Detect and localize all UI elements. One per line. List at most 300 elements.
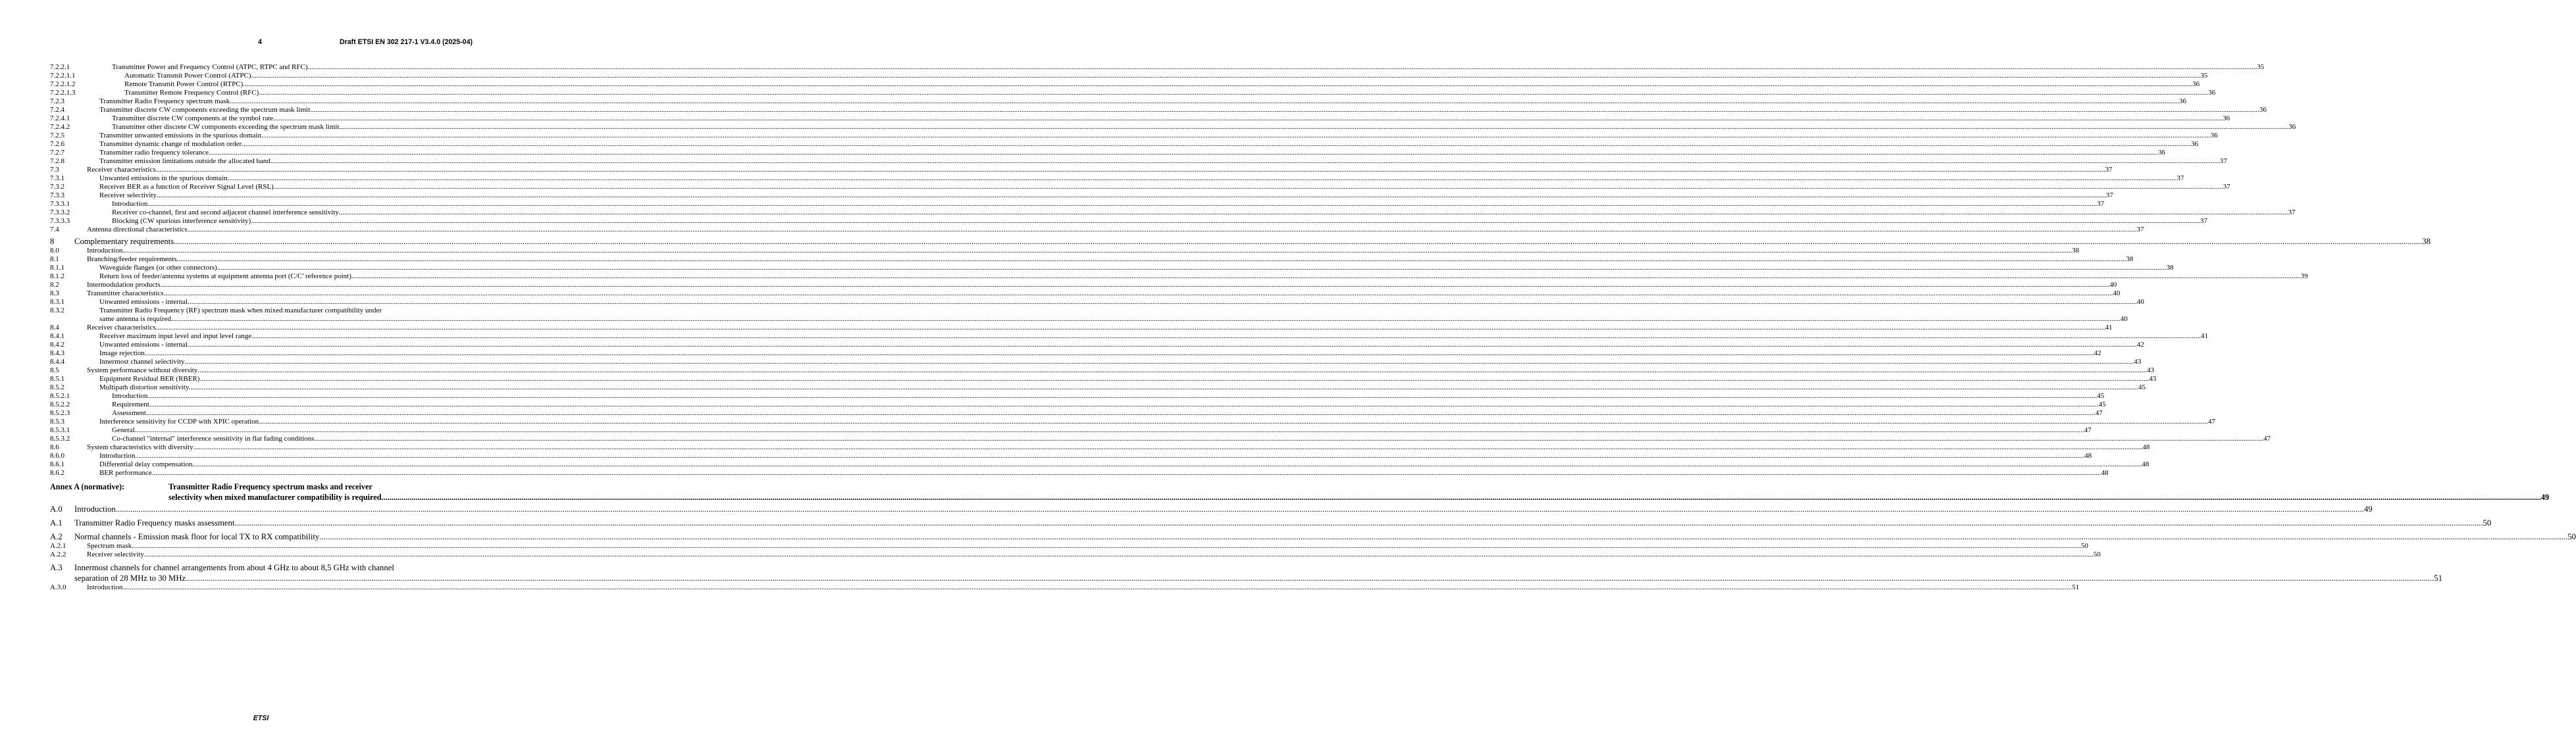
toc-entry-line [87, 289, 2121, 298]
toc-leader-dots [171, 315, 2121, 324]
toc-entry[interactable] [50, 298, 2144, 307]
toc-leader-dots [193, 460, 2142, 469]
toc-entry-number: 8.3.1 [50, 298, 64, 306]
toc-entry-title: Innermost channels for channel arrangements from about 4 GHz to about 8,5 GHz with channel [74, 563, 394, 572]
toc-entry-number: 8.3 [50, 289, 59, 297]
toc-entry-number: 8 [50, 237, 55, 246]
toc-entry-page: 51 [2434, 574, 2442, 583]
toc-entry-number: 8.4.3 [50, 349, 64, 357]
toc-entry-number: 8.4.1 [50, 332, 64, 340]
toc-entry[interactable] [50, 349, 2101, 358]
toc-entry-line [112, 426, 2092, 435]
toc-entry-number: 8.6.1 [50, 460, 64, 468]
toc-entry-title-continued: selectivity when mixed manufacturer compatibility is required [168, 493, 382, 502]
toc-entry[interactable] [50, 97, 2186, 106]
toc-entry[interactable] [50, 358, 2142, 366]
toc-entry-number: 8.4.4 [50, 358, 64, 366]
toc-entry-page: 50 [2093, 551, 2101, 558]
toc-entry-line [99, 341, 2144, 349]
toc-entry-title: Equipment Residual BER (RBER) [99, 375, 200, 383]
toc-leader-dots [270, 157, 2220, 166]
toc-entry-number: 8.0 [50, 247, 59, 255]
toc-entry-line [99, 315, 2128, 324]
toc-entry[interactable] [50, 217, 2207, 226]
toc-entry[interactable] [50, 255, 2134, 264]
toc-entry[interactable] [50, 114, 2230, 123]
toc-entry-title: Return loss of feeder/antenna systems at equipment antenna port (C/C' reference point) [99, 272, 351, 280]
toc-entry-line [74, 504, 2373, 514]
toc-entry-title-continued: separation of 28 MHz to 30 MHz [74, 574, 186, 583]
toc-entry-title: Introduction [87, 247, 123, 255]
toc-entry-line [99, 149, 2165, 157]
toc-entry-title: Transmitter other discrete CW components exceeding the spectrum mask limit [112, 123, 340, 131]
toc-entry-number: 8.5.2.2 [50, 401, 70, 408]
toc-leader-dots [228, 174, 2177, 183]
toc-entry-number: 8.5.3 [50, 418, 64, 426]
toc-entry[interactable] [50, 72, 2208, 80]
toc-entry-line [112, 114, 2230, 123]
toc-entry-line [99, 140, 2198, 149]
toc-entry[interactable] [50, 583, 2080, 592]
toc-entry[interactable] [50, 469, 2109, 478]
toc-entry[interactable] [50, 200, 2105, 209]
toc-entry-title: Transmitter Remote Frequency Control (RFC) [124, 89, 259, 97]
toc-entry-page: 48 [2142, 443, 2150, 451]
toc-entry-line [99, 157, 2227, 166]
toc-entry-page: 37 [2223, 183, 2230, 191]
toc-entry-number: 8.5.3.2 [50, 435, 70, 443]
toc-leader-dots [234, 518, 2483, 528]
toc-entry-title: Innermost channel selectivity [99, 358, 185, 366]
toc-entry-page: 50 [2080, 542, 2088, 550]
toc-leader-dots [251, 217, 2200, 226]
toc-entry-title: Transmitter Radio Frequency (RF) spectrum mask when mixed manufacturer compatibility under [99, 307, 382, 314]
toc-entry-line [99, 418, 2215, 426]
toc-entry-number: 8.3.2 [50, 307, 64, 314]
toc-leader-dots [259, 89, 2208, 97]
toc-entry-title: Receiver selectivity [87, 551, 145, 558]
toc-entry-title: Transmitter discrete CW components at the symbol rate [112, 114, 274, 122]
toc-entry-title: Transmitter Power and Frequency Control (ATPC, RTPC and RFC) [112, 63, 308, 71]
toc-entry[interactable] [50, 80, 2200, 89]
toc-entry[interactable] [50, 418, 2215, 426]
toc-entry-number: 8.2 [50, 281, 59, 289]
document-title: Draft ETSI EN 302 217-1 V3.4.0 (2025-04) [340, 38, 473, 46]
toc-entry[interactable] [50, 237, 2431, 247]
toc-entry-line [99, 349, 2101, 358]
toc-entry-title: Waveguide flanges (or other connectors) [99, 264, 217, 272]
toc-entry-title: System characteristics with diversity [87, 443, 193, 451]
toc-entry[interactable] [50, 332, 2208, 341]
toc-entry[interactable] [50, 401, 2106, 409]
toc-entry-page: 36 [2223, 114, 2230, 122]
toc-entry-line [112, 435, 2271, 443]
toc-entry-page: 49 [2363, 504, 2373, 514]
toc-entry-line [112, 217, 2207, 226]
toc-entry-number: 7.4 [50, 226, 59, 234]
toc-entry-page: 45 [2138, 383, 2146, 391]
toc-leader-dots [261, 132, 2211, 140]
toc-leader-dots [340, 123, 2289, 132]
toc-entry-title: Introduction [74, 504, 116, 514]
toc-entry-number: 7.3 [50, 166, 59, 174]
toc-entry-page: 37 [2105, 191, 2113, 199]
toc-leader-dots [188, 226, 2137, 234]
toc-entry-number: 8.6 [50, 443, 59, 451]
toc-entry[interactable] [50, 106, 2267, 114]
toc-entry-line [74, 562, 473, 573]
toc-entry-line [74, 573, 2442, 583]
toc-entry-page: 37 [2097, 200, 2105, 208]
toc-entry-title: Receiver co-channel, first and second adjacent channel interference sensitivity [112, 209, 339, 216]
toc-entry-line [87, 443, 2150, 452]
toc-entry-line [99, 132, 2218, 140]
toc-entry-number: A.0 [50, 504, 63, 514]
toc-entry-title: Transmitter Radio Frequency spectrum mask [99, 97, 230, 105]
toc-entry-line [124, 72, 2208, 80]
toc-entry-page: 36 [2178, 97, 2186, 105]
toc-leader-dots [189, 383, 2138, 392]
toc-entry-title: Introduction [112, 392, 148, 400]
toc-entry[interactable] [50, 89, 2216, 97]
toc-entry-line [99, 272, 2308, 281]
toc-entry[interactable] [50, 149, 2165, 157]
toc-entry-page: 36 [2288, 123, 2296, 131]
toc-entry-line [112, 63, 2265, 72]
toc-entry[interactable] [50, 324, 2113, 332]
toc-entry-number: 7.2.2.1 [50, 63, 70, 71]
toc-entry-title: Automatic Transmit Power Control (ATPC) [124, 72, 251, 80]
toc-entry-page: 40 [2120, 315, 2128, 323]
toc-entry-page: 37 [2219, 157, 2227, 165]
toc-entry[interactable] [50, 183, 2230, 191]
toc-leader-dots [188, 341, 2137, 349]
toc-entry-line [99, 383, 2146, 392]
toc-leader-dots [156, 324, 2105, 332]
toc-entry-number: Annex A (normative): [50, 482, 125, 491]
toc-leader-dots [161, 281, 2110, 289]
toc-entry-line [99, 460, 2150, 469]
toc-entry-line [87, 324, 2113, 332]
page-number: 4 [258, 38, 262, 46]
toc-entry[interactable] [50, 264, 2174, 272]
toc-entry-page: 38 [2126, 255, 2134, 263]
toc-entry-page: 35 [2257, 63, 2265, 71]
toc-entry-page: 48 [2084, 452, 2092, 460]
toc-entry[interactable] [50, 272, 2308, 281]
toc-entry-title: Unwanted emissions - internal [99, 298, 188, 306]
toc-leader-dots [156, 166, 2105, 174]
toc-entry[interactable] [50, 140, 2198, 149]
toc-entry-title: Transmitter Radio Frequency spectrum masks and receiver [168, 482, 373, 491]
toc-leader-dots [164, 289, 2113, 298]
toc-entry[interactable] [50, 375, 2157, 383]
toc-entry-title: BER performance [99, 469, 152, 477]
toc-leader-dots [209, 149, 2158, 157]
toc-entry[interactable] [50, 341, 2144, 349]
toc-entry-title: Requirement [112, 401, 149, 408]
toc-entry-title: Transmitter characteristics [87, 289, 164, 297]
toc-entry-number: 8.5.1 [50, 375, 64, 383]
toc-entry[interactable] [50, 307, 473, 315]
toc-entry-title: Intermodulation products [87, 281, 161, 289]
footer-etsi: ETSI [253, 714, 269, 722]
toc-entry-continuation[interactable] [50, 492, 2550, 502]
toc-entry-page: 40 [2113, 289, 2121, 297]
toc-leader-dots [122, 583, 2072, 592]
toc-entry-line [99, 452, 2092, 460]
toc-entry-number: 8.6.2 [50, 469, 64, 477]
toc-entry[interactable] [50, 209, 2296, 217]
toc-entry[interactable] [50, 443, 2150, 452]
toc-entry-number: A.3 [50, 563, 63, 572]
toc-leader-dots [149, 401, 2099, 409]
toc-entry-page: 35 [2200, 72, 2208, 80]
toc-entry-line [112, 392, 2105, 401]
toc-entry-number: 7.2.7 [50, 149, 64, 157]
toc-entry-number: 7.3.3.3 [50, 217, 70, 225]
toc-entry-line [168, 492, 2550, 503]
toc-leader-dots [152, 469, 2101, 478]
toc-entry[interactable] [50, 460, 2150, 469]
toc-leader-dots [157, 191, 2106, 200]
toc-entry-title: Remote Transmit Power Control (RTPC) [124, 80, 244, 88]
toc-entry-page: 40 [2136, 298, 2144, 306]
toc-leader-dots [197, 366, 2147, 375]
toc-entry[interactable] [50, 166, 2113, 174]
toc-entry-line [87, 583, 2080, 592]
toc-entry-number: 7.2.5 [50, 132, 64, 139]
toc-entry-line [87, 255, 2134, 264]
toc-leader-dots [132, 542, 2081, 551]
toc-entry-number: 7.3.3 [50, 191, 64, 199]
toc-entry-page: 49 [2540, 493, 2550, 502]
toc-entry-line [99, 264, 2174, 272]
toc-entry-page: 37 [2105, 166, 2113, 174]
toc-entry-line [99, 307, 473, 315]
toc-leader-dots [259, 418, 2208, 426]
toc-entry-number: 7.2.2.1.3 [50, 89, 76, 97]
toc-entry-line [74, 531, 2576, 542]
toc-entry-continuation[interactable] [50, 573, 2442, 583]
toc-entry-line [99, 298, 2144, 307]
toc-leader-dots [188, 298, 2137, 307]
toc-entry-line [124, 80, 2200, 89]
toc-entry[interactable] [50, 281, 2117, 289]
toc-entry-line [99, 191, 2113, 200]
toc-entry-page: 45 [2098, 401, 2106, 408]
toc-entry-line [112, 209, 2296, 217]
toc-entry[interactable] [50, 123, 2296, 132]
toc-entry-number: 8.1.1 [50, 264, 64, 272]
toc-entry-title: Transmitter radio frequency tolerance [99, 149, 209, 157]
toc-leader-dots [135, 426, 2084, 435]
toc-leader-dots [122, 247, 2072, 255]
toc-entry-page: 43 [2149, 375, 2157, 383]
toc-entry[interactable] [50, 226, 2144, 234]
toc-entry-page: 37 [2177, 174, 2184, 182]
toc-entry-number: 8.4.2 [50, 341, 64, 349]
toc-leader-dots [230, 97, 2179, 106]
toc-entry-line [99, 469, 2109, 478]
toc-leader-dots [135, 452, 2084, 460]
toc-entry-title: Receiver characteristics [87, 324, 156, 332]
toc-entry-title: Unwanted emissions in the spurious domain [99, 174, 228, 182]
toc-entry-number: 7.3.3.2 [50, 209, 70, 216]
toc-entry[interactable] [50, 132, 2218, 140]
toc-entry-number: 7.2.2.1.1 [50, 72, 76, 80]
toc-entry-line [87, 551, 2101, 559]
toc-entry-title: Transmitter Radio Frequency masks assessment [74, 518, 235, 528]
toc-leader-dots [186, 573, 2434, 583]
toc-entry[interactable] [50, 392, 2105, 401]
toc-leader-dots [193, 443, 2143, 452]
toc-entry-page: 45 [2097, 392, 2105, 400]
toc-entry-number: 8.1.2 [50, 272, 64, 280]
toc-leader-dots [144, 551, 2094, 559]
toc-entry-page: 36 [2190, 140, 2198, 148]
toc-entry-page: 42 [2094, 349, 2101, 357]
toc-entry-number: A.3.0 [50, 583, 66, 591]
toc-entry-page: 38 [2166, 264, 2174, 272]
toc-entry-title: Introduction [99, 452, 136, 460]
toc-leader-dots [147, 392, 2097, 401]
toc-entry-page: 48 [2101, 469, 2109, 477]
toc-entry-number: 8.4 [50, 324, 59, 332]
toc-entry-page: 36 [2157, 149, 2165, 157]
toc-entry-line [99, 97, 2186, 106]
toc-entry-line [99, 183, 2230, 191]
toc-leader-dots [147, 200, 2097, 209]
toc-entry-number: 8.5 [50, 366, 59, 374]
toc-leader-dots [381, 492, 2540, 503]
toc-entry-title: Branching/feeder requirements [87, 255, 177, 263]
toc-entry-page: 48 [2142, 460, 2150, 468]
toc-entry-title: Blocking (CW spurious interference sensitivity) [112, 217, 251, 225]
toc-entry-line [168, 481, 473, 492]
toc-leader-dots [314, 435, 2263, 443]
toc-leader-dots [319, 531, 2567, 542]
toc-entry-number: 7.3.1 [50, 174, 64, 182]
toc-entry[interactable] [50, 63, 2265, 72]
toc-entry[interactable] [50, 409, 2103, 418]
toc-entry-page: 42 [2136, 341, 2144, 349]
toc-entry-number: A.2 [50, 532, 63, 541]
toc-entry-title: Transmitter discrete CW components exceeding the spectrum mask limit [99, 106, 311, 114]
toc-entry-line [112, 409, 2103, 418]
toc-entry-number: 7.2.4.2 [50, 123, 70, 131]
toc-leader-dots [146, 409, 2096, 418]
toc-entry-page: 41 [2200, 332, 2208, 340]
toc-entry[interactable] [50, 542, 2088, 551]
toc-entry-number: 7.2.3 [50, 97, 64, 105]
toc-entry-continuation[interactable] [50, 315, 2128, 324]
toc-entry-line [99, 106, 2267, 114]
toc-entry-title: Receiver selectivity [99, 191, 157, 199]
toc-entry-number: 8.1 [50, 255, 59, 263]
toc-entry-page: 37 [2136, 226, 2144, 234]
toc-leader-dots [185, 358, 2134, 366]
toc-entry[interactable] [50, 531, 2576, 542]
toc-entry-line [112, 401, 2106, 409]
toc-leader-dots [199, 375, 2149, 383]
toc-entry[interactable] [50, 551, 2101, 559]
toc-entry-title: Receiver maximum input level and input level range [99, 332, 252, 340]
toc-entry-line [87, 542, 2088, 551]
toc-entry[interactable] [50, 504, 2373, 514]
toc-entry[interactable] [50, 562, 473, 573]
toc-leader-dots [310, 106, 2259, 114]
toc-entry-page: 38 [2072, 247, 2080, 255]
toc-entry-number: 7.2.6 [50, 140, 64, 148]
toc-entry-page: 38 [2422, 237, 2431, 246]
toc-entry-number: 7.3.3.1 [50, 200, 70, 208]
toc-entry-number: 7.3.2 [50, 183, 64, 191]
toc-entry-line [87, 366, 2155, 375]
toc-entry-page: 43 [2147, 366, 2155, 374]
toc-entry-page: 41 [2105, 324, 2113, 332]
toc-entry-title: Differential delay compensation [99, 460, 193, 468]
toc-entry-line [99, 375, 2157, 383]
toc-entry-line [99, 332, 2208, 341]
toc-entry-line [87, 281, 2117, 289]
toc-entry[interactable] [50, 289, 2121, 298]
toc-entry[interactable] [50, 366, 2155, 375]
toc-entry-title: Spectrum mask [87, 542, 132, 550]
toc-entry[interactable] [50, 518, 2492, 528]
toc-entry-title: General [112, 426, 135, 434]
toc-entry-page: 36 [2259, 106, 2267, 114]
toc-entry[interactable] [50, 435, 2271, 443]
toc-entry-title: Multipath distortion sensitivity [99, 383, 190, 391]
toc-entry-title: Transmitter dynamic change of modulation order [99, 140, 242, 148]
toc-entry[interactable] [50, 426, 2092, 435]
toc-entry[interactable] [50, 191, 2113, 200]
toc-entry-page: 36 [2208, 89, 2216, 97]
toc-entry-title: Introduction [87, 583, 123, 591]
toc-leader-dots [307, 63, 2257, 72]
toc-entry-page: 47 [2084, 426, 2092, 434]
toc-entry[interactable] [50, 383, 2146, 392]
toc-entry-title: Co-channel "internal" interference sensitivity in flat fading conditions [112, 435, 315, 443]
toc-entry-line [74, 518, 2492, 528]
toc-entry-line [112, 200, 2105, 209]
toc-entry-number: A.1 [50, 518, 63, 528]
toc-entry-page: 36 [2210, 132, 2218, 139]
toc-entry[interactable] [50, 452, 2092, 460]
toc-leader-dots [145, 349, 2094, 358]
toc-entry-number: 7.2.4 [50, 106, 64, 114]
toc-entry-title: Receiver characteristics [87, 166, 156, 174]
toc-entry-number: A.2.2 [50, 551, 66, 558]
toc-entry-title: Unwanted emissions - internal [99, 341, 188, 349]
toc-entry-page: 37 [2200, 217, 2207, 225]
toc-entry-page: 43 [2134, 358, 2142, 366]
toc-entry-number: 8.6.0 [50, 452, 64, 460]
toc-entry[interactable] [50, 481, 473, 492]
toc-entry-page: 39 [2300, 272, 2308, 280]
toc-leader-dots [217, 264, 2167, 272]
toc-leader-dots [116, 504, 2364, 514]
table-of-contents [50, 63, 2576, 592]
toc-entry[interactable] [50, 247, 2080, 255]
toc-entry[interactable] [50, 174, 2184, 183]
toc-entry-number: 7.2.4.1 [50, 114, 70, 122]
toc-leader-dots [274, 183, 2223, 191]
toc-entry[interactable] [50, 157, 2227, 166]
toc-leader-dots [174, 237, 2422, 247]
toc-entry-title: Normal channels - Emission mask floor for local TX to RX compatibility [74, 532, 320, 541]
